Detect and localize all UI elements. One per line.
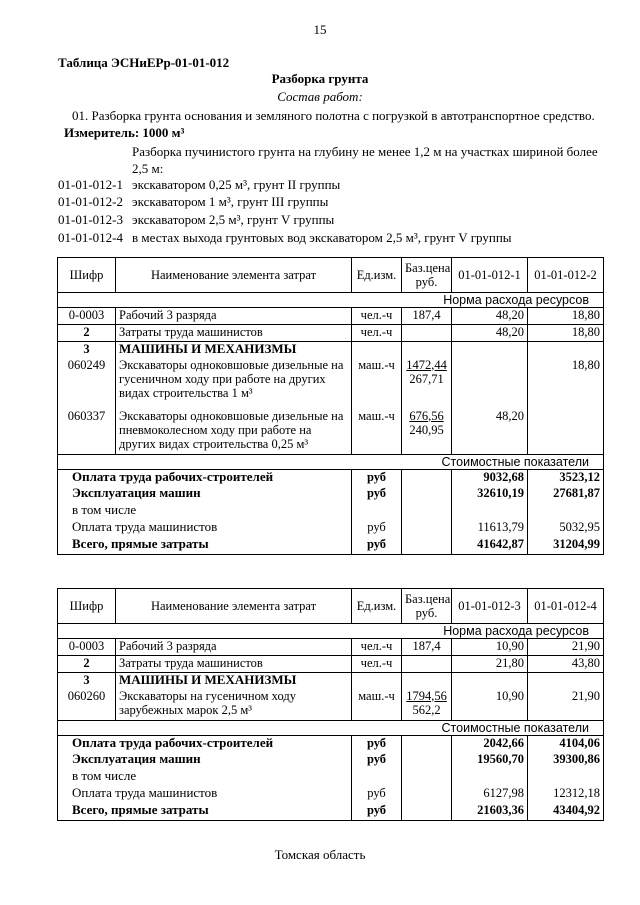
cell-empty	[402, 486, 452, 503]
cell-cipher: 0-0003	[58, 639, 116, 656]
cell-cipher: 2	[58, 656, 116, 673]
cell-empty	[352, 342, 402, 358]
cell-name: Рабочий 3 разряда	[116, 639, 352, 656]
cell-col-b: 21,90	[528, 639, 604, 656]
header-col-b: 01-01-012-2	[528, 258, 604, 293]
cell-col-a	[452, 358, 528, 409]
cell-col-b: 21,90	[528, 689, 604, 721]
header-name: Наименование элемента затрат	[116, 258, 352, 293]
cell-empty	[402, 469, 452, 486]
cost-row	[58, 537, 604, 554]
cell-price	[402, 656, 452, 673]
cell-col-a: 48,20	[452, 409, 528, 455]
table-2	[57, 588, 604, 821]
header-col-a: 01-01-012-1	[452, 258, 528, 293]
cell-price	[402, 689, 452, 721]
cell-col-a: 48,20	[452, 308, 528, 325]
cell-price	[402, 409, 452, 455]
cell-unit: маш.-ч	[352, 358, 402, 409]
cost-row	[58, 520, 604, 537]
cell-unit: маш.-ч	[352, 689, 402, 721]
cell-empty	[452, 673, 528, 689]
price-bottom: 562,2	[412, 702, 441, 717]
cell-col-b	[528, 409, 604, 455]
cost-name: Эксплуатация машин	[58, 486, 352, 503]
cell-cipher: 060249	[58, 358, 116, 409]
cell-empty	[352, 673, 402, 689]
cost-col-b: 12312,18	[528, 786, 604, 803]
machines-header-row	[58, 673, 604, 689]
cell-empty	[402, 520, 452, 537]
cell-col-a: 10,90	[452, 639, 528, 656]
cost-name: Эксплуатация машин	[58, 752, 352, 769]
cell-cipher: 060260	[58, 689, 116, 721]
cell-name: Затраты труда машинистов	[116, 325, 352, 342]
header-col-b: 01-01-012-4	[528, 589, 604, 624]
header-price: Баз.цена руб.	[402, 589, 452, 624]
machines-title: МАШИНЫ И МЕХАНИЗМЫ	[116, 342, 352, 358]
code-text: экскаватором 1 м³, грунт III группы	[132, 194, 329, 209]
cost-col-a: 11613,79	[452, 520, 528, 537]
machines-header-row	[58, 342, 604, 358]
cell-price: 187,4	[402, 308, 452, 325]
header-cipher: Шифр	[58, 258, 116, 293]
price-top: 1472,44	[406, 357, 447, 372]
cost-col-b	[528, 769, 604, 786]
cost-col-b: 3523,12	[528, 469, 604, 486]
cell-empty	[528, 342, 604, 358]
cell-name: Экскаваторы одноковшовые дизельные на гусеничном ходу при работе на других видах строительства 1 м³	[116, 358, 352, 409]
cell-empty	[402, 786, 452, 803]
machine-row	[58, 689, 604, 721]
cost-unit: руб	[352, 786, 402, 803]
code-row	[58, 176, 340, 193]
code-id: 01-01-012-3	[58, 212, 123, 227]
cost-name: Оплата труда машинистов	[58, 520, 352, 537]
code-text: в местах выхода грунтовых вод экскаватором 2,5 м³, грунт V группы	[132, 230, 512, 245]
code-row	[58, 229, 512, 246]
cost-name: в том числе	[58, 503, 352, 520]
cost-row	[58, 769, 604, 786]
header-unit: Ед.изм.	[352, 589, 402, 624]
code-id: 01-01-012-4	[58, 230, 123, 245]
resource-row	[58, 656, 604, 673]
cost-unit: руб	[352, 735, 402, 752]
cell-name: Экскаваторы одноковшовые дизельные на пневмоколесном ходу при работе на других видах строительства 0,25 м³	[116, 409, 352, 455]
cell-cipher: 0-0003	[58, 308, 116, 325]
cell-unit: маш.-ч	[352, 409, 402, 455]
cell-unit: чел.-ч	[352, 656, 402, 673]
cell-empty	[402, 537, 452, 554]
cell-col-b: 18,80	[528, 308, 604, 325]
cost-col-b: 5032,95	[528, 520, 604, 537]
cell-price	[402, 325, 452, 342]
section-title: Разборка грунта	[271, 71, 369, 86]
cost-col-a: 21603,36	[452, 803, 528, 820]
cell-empty	[402, 803, 452, 820]
cost-col-a	[452, 769, 528, 786]
cell-price	[402, 358, 452, 409]
cell-name: Рабочий 3 разряда	[116, 308, 352, 325]
cell-empty	[528, 673, 604, 689]
cost-unit: руб	[352, 537, 402, 554]
cell-name: Затраты труда машинистов	[116, 656, 352, 673]
code-row	[58, 211, 334, 228]
cell-price: 187,4	[402, 639, 452, 656]
cell-empty	[452, 342, 528, 358]
cost-unit: руб	[352, 469, 402, 486]
cost-col-b	[528, 503, 604, 520]
cost-name: Оплата труда рабочих-строителей	[58, 735, 352, 752]
code-id: 01-01-012-1	[58, 177, 123, 192]
header-price: Баз.цена руб.	[402, 258, 452, 293]
cost-row	[58, 735, 604, 752]
cell-empty	[402, 503, 452, 520]
cell-empty	[402, 342, 452, 358]
cost-col-b: 39300,86	[528, 752, 604, 769]
cost-col-a: 6127,98	[452, 786, 528, 803]
cell-empty	[402, 752, 452, 769]
cell-col-b: 18,80	[528, 325, 604, 342]
cost-row	[58, 503, 604, 520]
machine-row	[58, 409, 604, 455]
cost-unit: руб	[352, 803, 402, 820]
cost-label: Стоимостные показатели	[58, 454, 604, 469]
composition-title: Состав работ:	[277, 89, 363, 104]
price-bottom: 267,71	[409, 371, 444, 386]
cost-row	[58, 752, 604, 769]
cell-name: Экскаваторы на гусеничном ходу зарубежных марок 2,5 м³	[116, 689, 352, 721]
cost-label: Стоимостные показатели	[58, 720, 604, 735]
cell-unit: чел.-ч	[352, 325, 402, 342]
code-row	[58, 193, 328, 210]
cell-empty	[402, 673, 452, 689]
work-item: 01. Разборка грунта основания и земляного полотна с погрузкой в автотранспортное средство.	[72, 108, 595, 123]
cell-cipher: 2	[58, 325, 116, 342]
machine-row	[58, 358, 604, 409]
price-bottom: 240,95	[409, 422, 444, 437]
cost-col-a: 19560,70	[452, 752, 528, 769]
cell-col-b: 18,80	[528, 358, 604, 409]
page-number: 15	[313, 22, 327, 37]
cost-unit: руб	[352, 752, 402, 769]
cell-empty	[402, 769, 452, 786]
cell-cipher: 3	[58, 342, 116, 358]
cost-unit: руб	[352, 486, 402, 503]
table-title: Таблица ЭСНиЕРр-01-01-012	[58, 55, 230, 70]
cost-name: Всего, прямые затраты	[58, 803, 352, 820]
cost-unit: руб	[352, 520, 402, 537]
table-1	[57, 257, 604, 555]
cost-row	[58, 469, 604, 486]
code-text: экскаватором 2,5 м³, грунт V группы	[132, 212, 335, 227]
code-id: 01-01-012-2	[58, 194, 123, 209]
cost-col-a: 2042,66	[452, 735, 528, 752]
cost-unit	[352, 503, 402, 520]
cost-name: в том числе	[58, 769, 352, 786]
code-text: экскаватором 0,25 м³, грунт II группы	[132, 177, 341, 192]
cost-row	[58, 486, 604, 503]
cell-col-b: 43,80	[528, 656, 604, 673]
cost-col-b: 4104,06	[528, 735, 604, 752]
norm-label: Норма расхода ресурсов	[58, 293, 604, 308]
cost-col-a: 9032,68	[452, 469, 528, 486]
resource-row	[58, 639, 604, 656]
cost-row	[58, 786, 604, 803]
price-top: 1794,56	[406, 688, 447, 703]
norm-label: Норма расхода ресурсов	[58, 624, 604, 639]
description: Разборка пучинистого грунта на глубину не менее 1,2 м на участках шириной более 2,5 м:	[132, 144, 598, 176]
cost-name: Оплата труда рабочих-строителей	[58, 469, 352, 486]
cost-col-a: 32610,19	[452, 486, 528, 503]
price-top: 676,56	[409, 408, 444, 423]
cost-col-b: 31204,99	[528, 537, 604, 554]
cell-col-a: 10,90	[452, 689, 528, 721]
cost-col-b: 27681,87	[528, 486, 604, 503]
cell-unit: чел.-ч	[352, 639, 402, 656]
cost-name: Всего, прямые затраты	[58, 537, 352, 554]
cost-col-b: 43404,92	[528, 803, 604, 820]
cell-empty	[402, 735, 452, 752]
cost-col-a: 41642,87	[452, 537, 528, 554]
resource-row	[58, 325, 604, 342]
cost-name: Оплата труда машинистов	[58, 786, 352, 803]
cost-unit	[352, 769, 402, 786]
cell-cipher: 060337	[58, 409, 116, 455]
header-name: Наименование элемента затрат	[116, 589, 352, 624]
cell-cipher: 3	[58, 673, 116, 689]
machines-title: МАШИНЫ И МЕХАНИЗМЫ	[116, 673, 352, 689]
footer-region: Томская область	[274, 847, 366, 862]
cell-col-a: 48,20	[452, 325, 528, 342]
cost-col-a	[452, 503, 528, 520]
resource-row	[58, 308, 604, 325]
cost-row	[58, 803, 604, 820]
meter: Измеритель: 1000 м³	[64, 125, 185, 140]
header-cipher: Шифр	[58, 589, 116, 624]
cell-unit: чел.-ч	[352, 308, 402, 325]
header-unit: Ед.изм.	[352, 258, 402, 293]
cell-col-a: 21,80	[452, 656, 528, 673]
header-col-a: 01-01-012-3	[452, 589, 528, 624]
